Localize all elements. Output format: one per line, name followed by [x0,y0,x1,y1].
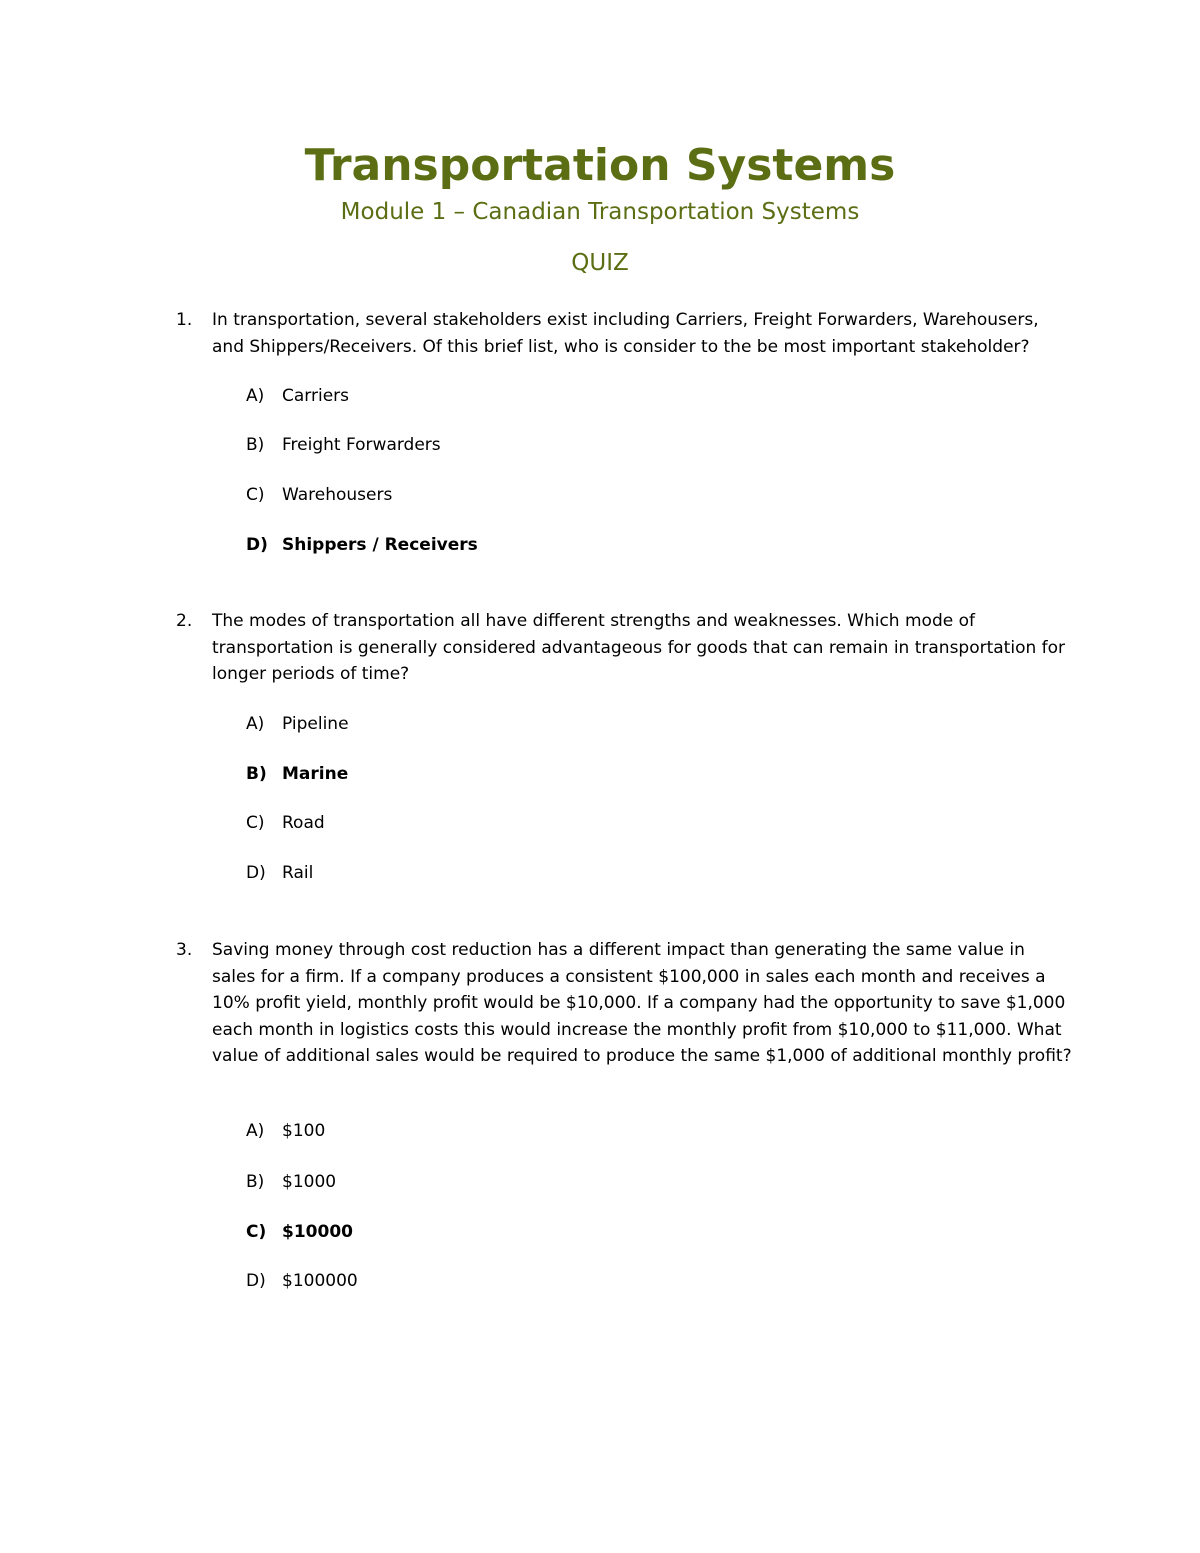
option-text: $1000 [282,1172,337,1192]
option-letter: B) [246,1172,265,1192]
option-text: $100000 [282,1271,358,1291]
option-text: Rail [282,863,314,883]
option-text: Warehousers [282,485,393,505]
quiz-heading: QUIZ [571,250,629,276]
q1-option-a [246,383,349,409]
option-text: Pipeline [282,714,349,734]
question-text: Saving money through cost reduction has a different impact than generating the same value in sales for a firm. If a company produces a consistent $100,000 in sales each month and receives a 10% profit yield, monthly profit would be $10,000. If a company had the opportunity to save $1,000 each month in logistics costs this would increase the monthly profit from $10,000 to $11,000. What value of additional sales would be required to produce the same $1,000 of additional monthly profit? [212,940,1072,1066]
option-text: $10000 [282,1222,353,1242]
question-number: 2. [176,611,193,631]
q1-option-b [246,432,441,458]
option-text: Road [282,813,325,833]
document-title: Transportation Systems [304,140,896,191]
option-text: $100 [282,1121,326,1141]
question-2 [176,608,1076,688]
q1-option-c [246,482,392,508]
option-letter: C) [246,485,265,505]
option-text: Carriers [282,386,349,406]
question-1 [176,307,1076,360]
q1-option-d [246,532,478,558]
option-text: Freight Forwarders [282,435,441,455]
q2-option-d [246,860,313,886]
q3-option-d [246,1268,358,1294]
option-letter: B) [246,435,265,455]
option-letter: C) [246,813,265,833]
module-subtitle: Module 1 – Canadian Transportation Systems [340,199,860,225]
option-letter: B) [246,764,267,784]
question-text: In transportation, several stakeholders exist including Carriers, Freight Forwarders, Warehousers, and Shippers/Receivers. Of this brief list, who is consider to the be most important stakeholder? [212,310,1039,357]
option-letter: D) [246,535,268,555]
option-text: Marine [282,764,349,784]
option-text: Shippers / Receivers [282,535,478,555]
option-letter: D) [246,1271,266,1291]
option-letter: D) [246,863,266,883]
q3-option-b [246,1169,336,1195]
q3-option-c [246,1219,353,1245]
option-letter: A) [246,1121,265,1141]
option-letter: C) [246,1222,267,1242]
question-number: 3. [176,940,193,960]
question-number: 1. [176,310,193,330]
option-letter: A) [246,714,265,734]
question-text: The modes of transportation all have different strengths and weaknesses. Which mode of transportation is generally considered advantageous for goods that can remain in transportation for longer periods of time? [212,611,1066,684]
q2-option-b [246,761,348,787]
q3-option-a [246,1118,325,1144]
question-3 [176,937,1076,1070]
q2-option-c [246,810,325,836]
q2-option-a [246,711,349,737]
option-letter: A) [246,386,265,406]
